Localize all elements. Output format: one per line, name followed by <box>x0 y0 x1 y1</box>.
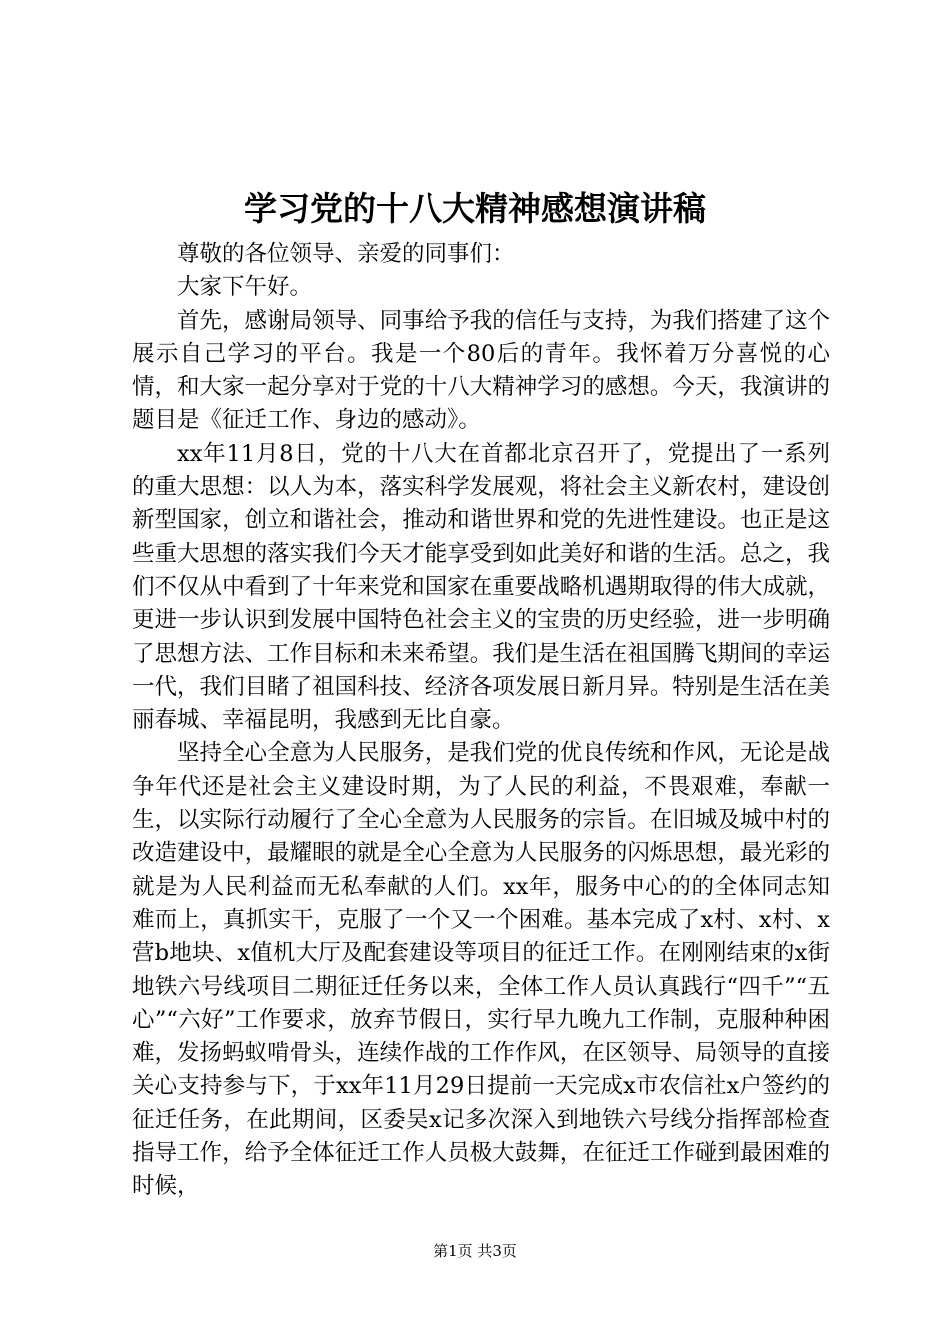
greeting-paragraph: 大家下午好。 <box>177 274 313 301</box>
document-title: 学习党的十八大精神感想演讲稿 <box>244 189 706 228</box>
body-paragraph: 首先，感谢局领导、同事给予我的信任与支持，为我们搭建了这个展示自己学习的平台。我是一个80后的青年。我怀着万分喜悦的心情，和大家一起分享对于党的十八大精神学习的感想。今天，我演讲的题目是《征迁工作、身边的感动》。 <box>132 307 830 434</box>
body-paragraph: 坚持全心全意为人民服务，是我们党的优良传统和作风，无论是战争年代还是社会主义建设时期，为了人民的利益，不畏艰难，奉献一生，以实际行动履行了全心全意为人民服务的宗旨。在旧城及城中村的改造建设中，最耀眼的就是全心全意为人民服务的闪烁思想，最光彩的就是为人民利益而无私奉献的人们。xx年，服务中心的的全体同志知难而上，真抓实干，克服了一个又一个困难。基本完成了x村、x村、x营b地块、x值机大厅及配套建设等项目的征迁工作。在刚刚结束的x街地铁六号线项目二期征迁任务以来，全体工作人员认真践行“四千”“五心”“六好”工作要求，放弃节假日，实行早九晚九工作制，克服种种困难，发扬蚂蚁啃骨头，连续作战的工作作风，在区领导、局领导的直接关心支持参与下，于xx年11月29日提前一天完成x市农信社x户签约的征迁任务，在此期间，区委吴x记多次深入到地铁六号线分指挥部检查指导工作，给予全体征迁工作人员极大鼓舞，在征迁工作碰到最困难的时候， <box>132 740 830 1200</box>
page-number-footer: 第1页 共3页 <box>433 1242 517 1260</box>
body-paragraph: xx年11月8日，党的十八大在首都北京召开了，党提出了一系列的重大思想：以人为本，落实科学发展观，将社会主义新农村，建设创新型国家，创立和谐社会，推动和谐世界和党的先进性建设。也正是这些重大思想的落实我们今天才能享受到如此美好和谐的生活。总之，我们不仅从中看到了十年来党和国家在重要战略机遇期取得的伟大成就，更进一步认识到发展中国特色社会主义的宝贵的历史经验，进一步明确了思想方法、工作目标和未来希望。我们是生活在祖国腾飞期间的幸运一代，我们目睹了祖国科技、经济各项发展日新月异。特别是生活在美丽春城、幸福昆明，我感到无比自豪。 <box>132 440 830 734</box>
salutation-paragraph: 尊敬的各位领导、亲爱的同事们： <box>177 241 515 267</box>
document-body <box>132 238 830 1204</box>
